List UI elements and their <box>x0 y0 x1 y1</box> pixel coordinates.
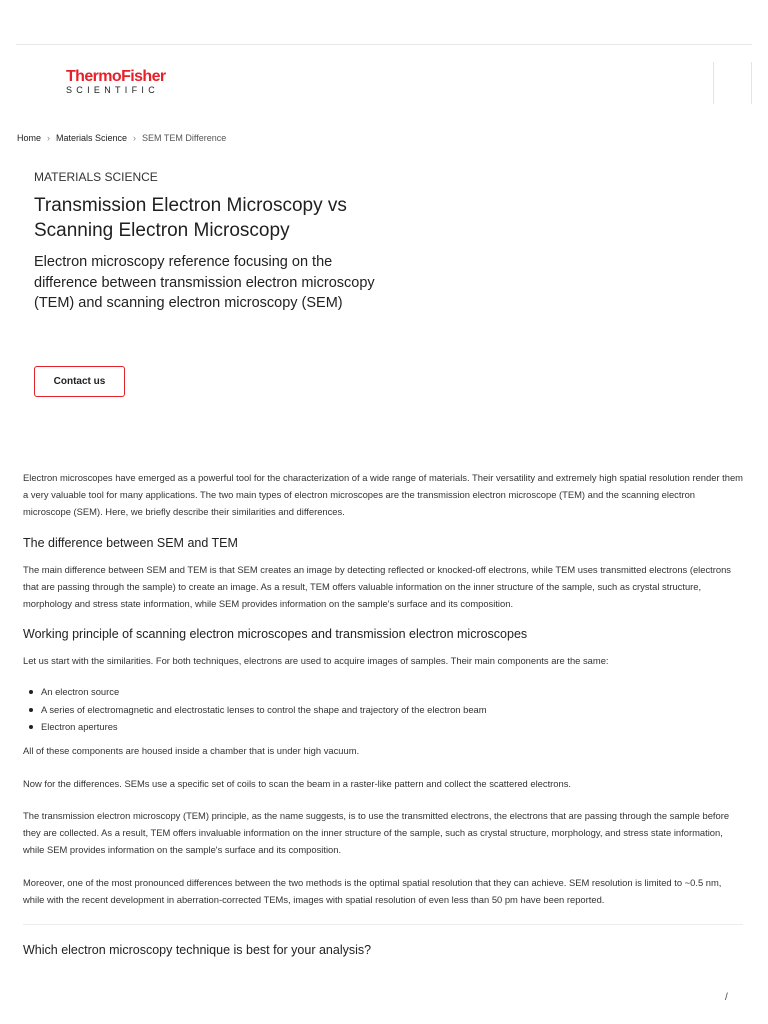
list-item: Electron apertures <box>23 718 487 736</box>
similarities-paragraph: Let us start with the similarities. For both techniques, electrons are used to acquire images of samples. Their main components are the same: <box>23 655 609 666</box>
page-eyebrow: MATERIALS SCIENCE <box>34 170 158 184</box>
header-top-divider <box>16 44 752 45</box>
header-menu-area[interactable] <box>713 62 752 104</box>
page-title: Transmission Electron Microscopy vs Scanning Electron Microscopy <box>34 195 347 241</box>
section-heading-which-technique: Which electron microscopy technique is best for your analysis? <box>23 943 372 957</box>
section-divider <box>23 924 743 925</box>
breadcrumb-home-link[interactable]: Home <box>17 133 42 143</box>
page-subtitle: Electron microscopy reference focusing on the difference between transmission electron microscopy (TEM) and scanning electron microscopy (SEM) <box>34 254 375 311</box>
breadcrumb-chevron-icon: › <box>47 133 51 143</box>
section-heading-difference: The difference between SEM and TEM <box>23 536 238 550</box>
difference-paragraph: The main difference between SEM and TEM is that SEM creates an image by detecting reflected or knocked-off electrons, while TEM uses transmitted electrons (electrons that are passing through the sample) to create an image. As a result, TEM offers valuable information on the inner structure of the sample, such as crystal structure, morphology and stress state information, while SEM provides information on the sample's surface and its composition. <box>23 564 731 609</box>
footer-slash: / <box>725 992 728 1003</box>
resolution-paragraph: Moreover, one of the most pronounced differences between the two methods is the optimal spatial resolution that they can achieve. SEM resolution is limited to ~0.5 nm, while with the recent development in aberration-corrected TEMs, images with spatial resolution of even less than 50 pm have been reported. <box>23 877 722 905</box>
breadcrumb-materials-link[interactable]: Materials Science <box>56 133 128 143</box>
list-item: A series of electromagnetic and electrostatic lenses to control the shape and trajectory of the electron beam <box>23 701 487 719</box>
intro-paragraph: Electron microscopes have emerged as a powerful tool for the characterization of a wide range of materials. Their versatility and extremely high spatial resolution render them a very valuable tool for many applications. The two main types of electron microscopes are the transmission electron microscope (TEM) and the scanning electron microscope (SEM). Here, we briefly describe their similarities and differences. <box>23 472 743 517</box>
contact-us-button[interactable]: Contact us <box>34 366 125 397</box>
differences-paragraph: Now for the differences. SEMs use a specific set of coils to scan the beam in a raster-like pattern and collect the scattered electrons. <box>23 778 572 789</box>
vacuum-paragraph: All of these components are housed inside a chamber that is under high vacuum. <box>23 745 360 756</box>
logo-main-text: ThermoFisher <box>66 68 166 85</box>
section-heading-working-principle: Working principle of scanning electron microscopes and transmission electron microscopes <box>23 627 528 641</box>
thermo-fisher-logo[interactable] <box>66 68 166 96</box>
components-list <box>23 683 487 736</box>
logo-sub-text: SCIENTIFIC <box>66 85 160 95</box>
breadcrumb-chevron-icon: › <box>133 133 137 143</box>
tem-principle-paragraph: The transmission electron microscopy (TEM) principle, as the name suggests, is to use the transmitted electrons, the electrons that are passing through the sample before they are collected. As a result, TEM offers invaluable information on the inner structure of the sample, such as crystal structure, morphology, and stress state information, while SEM provides information on the sample's surface and its composition. <box>23 810 730 855</box>
breadcrumb-current: SEM TEM Difference <box>142 133 227 143</box>
breadcrumb <box>17 133 226 143</box>
list-item: An electron source <box>23 683 487 701</box>
